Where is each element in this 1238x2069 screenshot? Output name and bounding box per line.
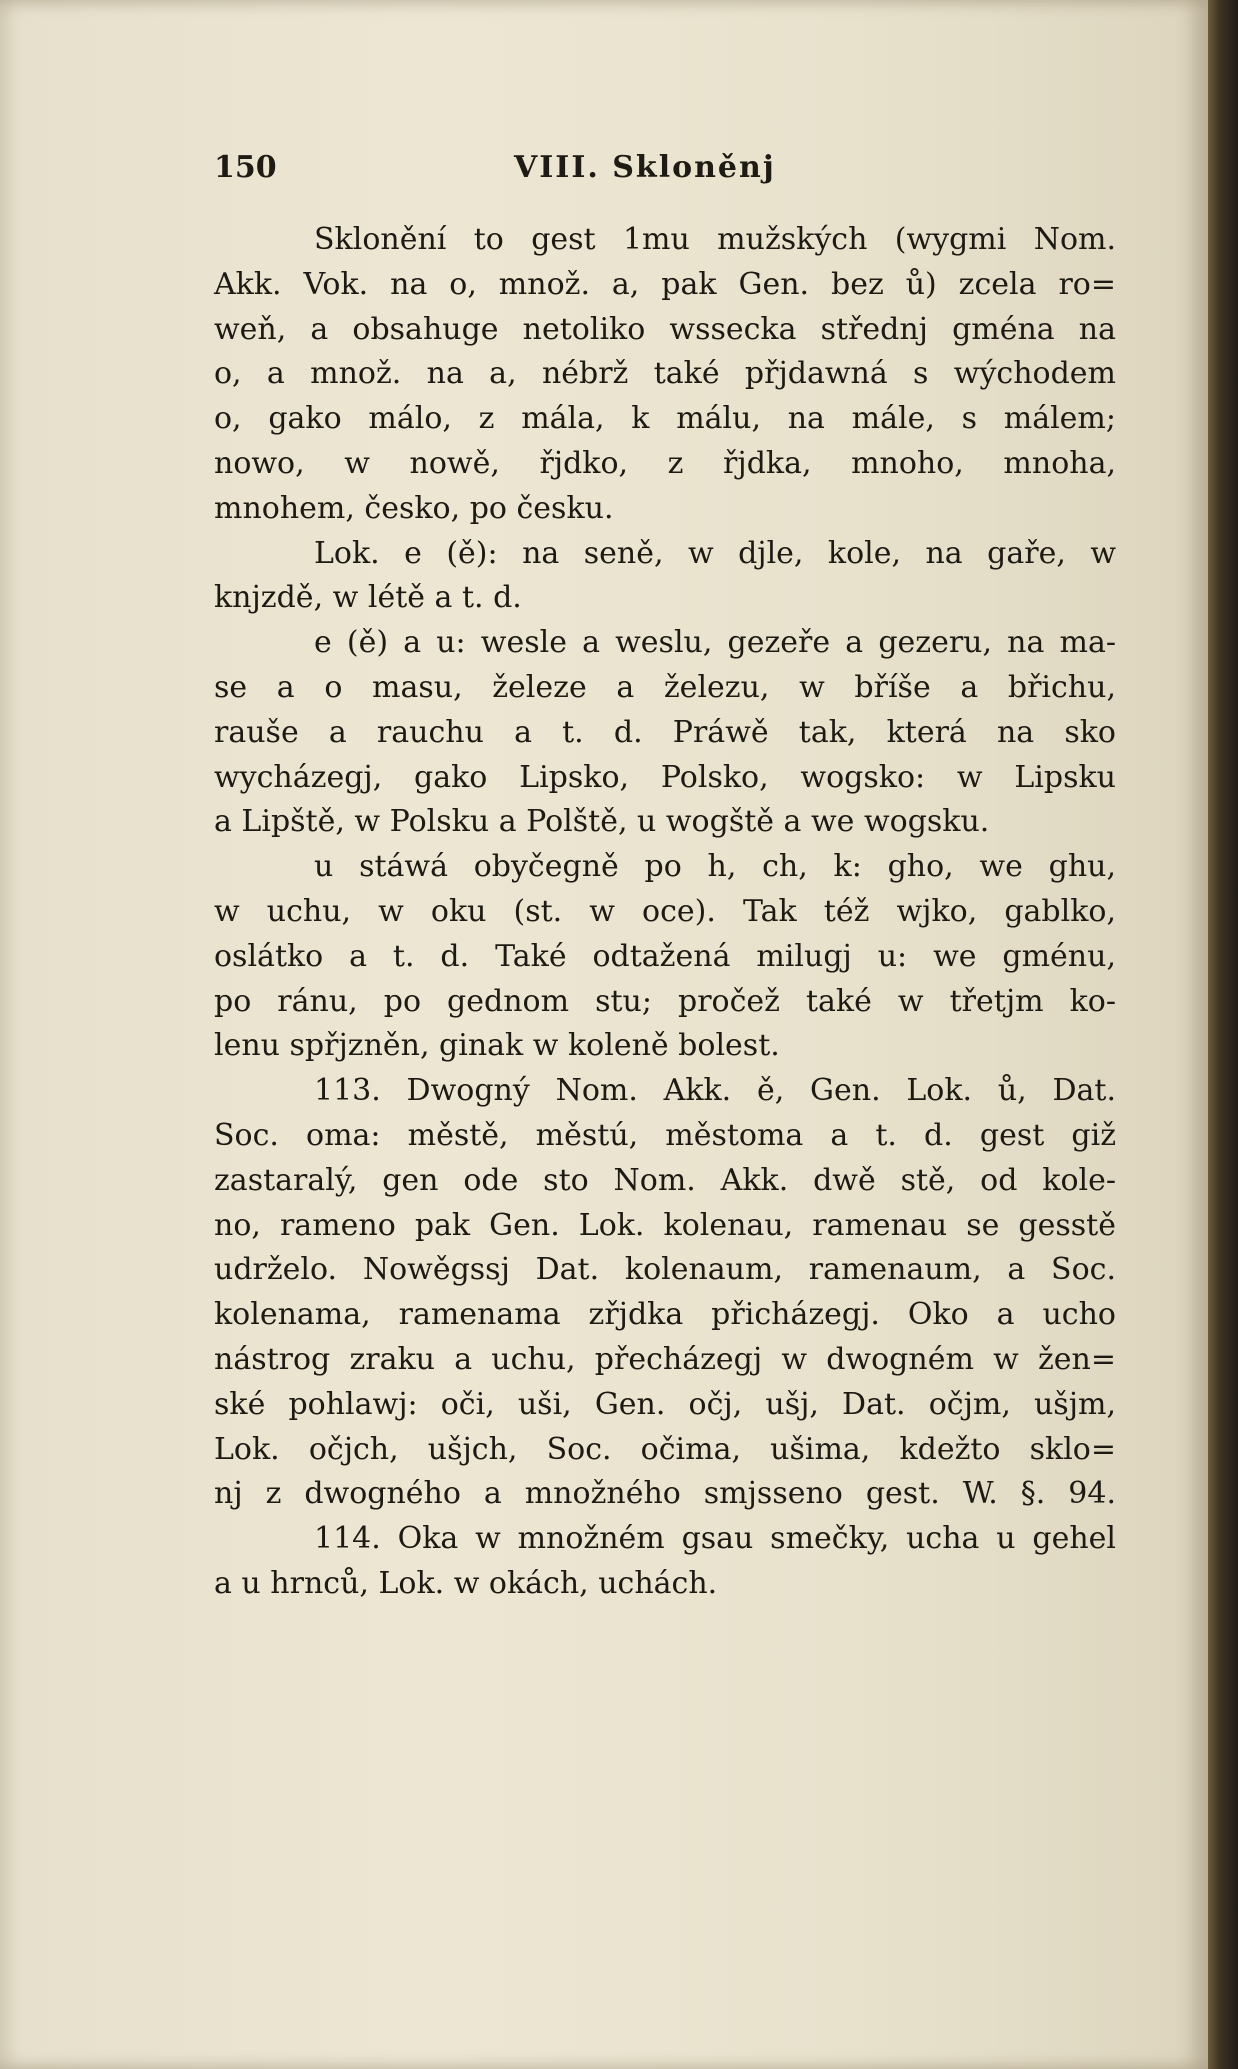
text-line: wycházegj, gako Lipsko, Polsko, wogsko: w Lipsku — [214, 759, 1116, 795]
text-line: a Lipště, w Polsku a Polště, u wogště a we wogsku. — [214, 804, 990, 840]
text-line: 114. Oka w množném gsau smečky, ucha u gehel — [314, 1521, 1116, 1557]
body-text — [214, 218, 1116, 1607]
text-line: oslátko a t. d. Také odtažená milugj u: we gménu, — [214, 938, 1116, 974]
text-line: Akk. Vok. na o, množ. a, pak Gen. bez ů) zcela ro= — [214, 266, 1116, 302]
text-line: Soc. oma: městě, městú, městoma a t. d. gest giž — [214, 1117, 1116, 1153]
text-line: Lok. e (ě): na seně, w djle, kole, na gaře, w — [314, 535, 1116, 571]
text-line: nowo, w nowě, řjdko, z řjdka, mnoho, mnoha, — [214, 445, 1116, 481]
text-line: udrželo. Nowěgssj Dat. kolenaum, ramenaum, a Soc. — [214, 1252, 1116, 1288]
text-line: Sklonění to gest 1mu mužských (wygmi Nom. — [314, 222, 1116, 257]
text-line: nj z dwogného a množného smjsseno gest. W. §. 94. — [214, 1476, 1116, 1512]
text-line: kolenama, ramenama zřjdka přicházegj. Oko a ucho — [214, 1297, 1116, 1333]
text-line: rauše a rauchu a t. d. Práwě tak, která na sko — [214, 714, 1116, 750]
text-line: po ránu, po gednom stu; pročež také w třetjm ko- — [214, 983, 1116, 1019]
text-line: 113. Dwogný Nom. Akk. ě, Gen. Lok. ů, Dat. — [314, 1073, 1116, 1109]
text-line: lenu spřjzněn, ginak w koleně bolest. — [214, 1028, 780, 1064]
page-number: 150 — [214, 150, 277, 185]
text-line: o, a množ. na a, nébrž také přjdawná s wýchodem — [214, 356, 1116, 392]
text-line: se a o masu, železe a železu, w bříše a břichu, — [214, 669, 1116, 705]
running-head: VIII. Skloněnj — [514, 150, 776, 185]
text-line: mnohem, česko, po česku. — [214, 490, 614, 526]
text-line: e (ě) a u: wesle a weslu, gezeře a gezeru, na ma- — [314, 625, 1116, 661]
text-line: u stáwá obyčegně po h, ch, k: gho, we ghu, — [314, 849, 1116, 885]
text-line: a u hrnců, Lok. w okách, uchách. — [214, 1565, 718, 1601]
text-line: weň, a obsahuge netoliko wssecka střednj gména na — [214, 311, 1116, 347]
text-line: o, gako málo, z mála, k málu, na mále, s málem; — [214, 401, 1116, 437]
page-header — [214, 150, 1114, 200]
text-line: Lok. očjch, ušjch, Soc. očima, ušima, kdežto sklo= — [214, 1431, 1116, 1467]
text-line: knjzdě, w létě a t. d. — [214, 580, 522, 616]
text-line: no, rameno pak Gen. Lok. kolenau, ramenau se gesstě — [214, 1207, 1116, 1243]
text-line: w uchu, w oku (st. w oce). Tak též wjko, gablko, — [214, 893, 1116, 929]
page-edge — [1208, 0, 1238, 2069]
text-line: zastaralý, gen ode sto Nom. Akk. dwě stě, od kole- — [214, 1162, 1116, 1198]
text-line: nástrog zraku a uchu, přecházegj w dwogném w žen= — [214, 1341, 1116, 1377]
text-line: ské pohlawj: oči, uši, Gen. očj, ušj, Dat. očjm, ušjm, — [214, 1386, 1116, 1422]
